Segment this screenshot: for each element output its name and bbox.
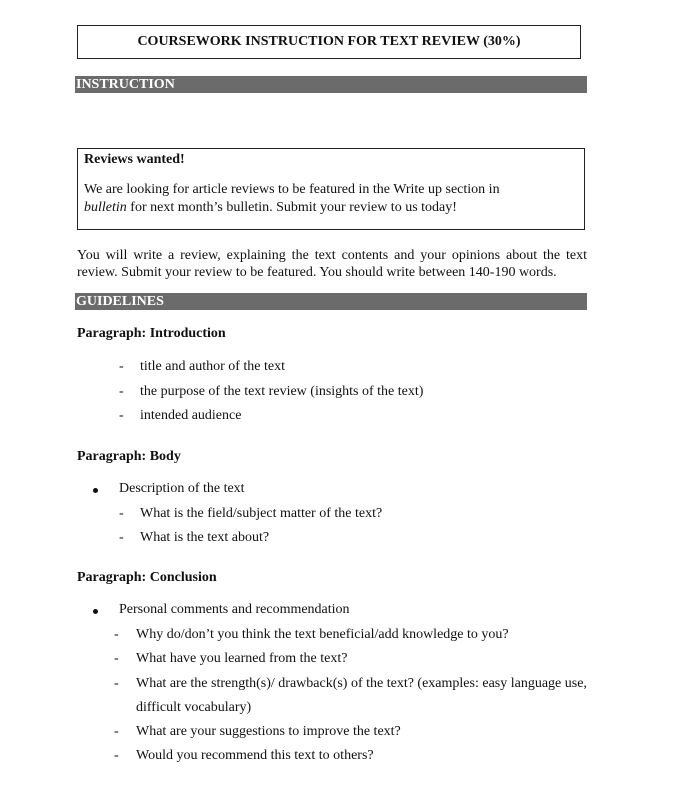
reviews-wanted-text xyxy=(84,181,578,217)
instruction-section-bar: INSTRUCTION xyxy=(75,76,587,93)
conclusion-bullet: Personal comments and recommendation xyxy=(119,602,350,617)
dash-bullet: - xyxy=(119,408,124,423)
conclusion-item: What are your suggestions to improve the text? xyxy=(136,724,401,739)
conclusion-item: What have you learned from the text? xyxy=(136,651,348,666)
dash-bullet: - xyxy=(119,506,124,521)
conclusion-heading: Paragraph: Conclusion xyxy=(77,570,217,585)
dash-bullet: - xyxy=(114,651,119,666)
body-item: What is the field/subject matter of the text? xyxy=(140,506,383,521)
dash-bullet: - xyxy=(114,627,119,642)
reviews-wanted-line2: for next month’s bulletin. Submit your review to us today! xyxy=(126,200,457,215)
body-heading: Paragraph: Body xyxy=(77,449,181,464)
conclusion-item: Why do/don’t you think the text beneficial/add knowledge to you? xyxy=(136,627,509,642)
dash-bullet: - xyxy=(119,359,124,374)
reviews-wanted-box xyxy=(77,148,585,230)
intro-item: intended audience xyxy=(140,408,242,423)
conclusion-item: What are the strength(s)/ drawback(s) of the text? (examples: easy language use, xyxy=(136,676,587,691)
reviews-wanted-line1: We are looking for article reviews to be featured in the Write up section in xyxy=(84,182,500,197)
bullet-dot xyxy=(93,609,98,614)
bullet-dot xyxy=(93,488,98,493)
bulletin-italic: bulletin xyxy=(84,200,127,215)
body-item: What is the text about? xyxy=(140,530,270,545)
dash-bullet: - xyxy=(119,530,124,545)
document-title: COURSEWORK INSTRUCTION FOR TEXT REVIEW (30%) xyxy=(77,25,581,59)
intro-item: the purpose of the text review (insights of the text) xyxy=(140,384,424,399)
introduction-heading: Paragraph: Introduction xyxy=(77,326,226,341)
body-bullet: Description of the text xyxy=(119,481,245,496)
conclusion-item-continued: difficult vocabulary) xyxy=(136,700,252,715)
intro-paragraph: You will write a review, explaining the text contents and your opinions about the text review. Submit your review to be featured. You should write between 140-190 words. xyxy=(77,248,587,280)
dash-bullet: - xyxy=(114,748,119,763)
dash-bullet: - xyxy=(114,676,119,691)
dash-bullet: - xyxy=(119,384,124,399)
dash-bullet: - xyxy=(114,724,119,739)
guidelines-section-bar: GUIDELINES xyxy=(75,293,587,310)
reviews-wanted-heading: Reviews wanted! xyxy=(84,152,185,167)
intro-item: title and author of the text xyxy=(140,359,286,374)
conclusion-item: Would you recommend this text to others? xyxy=(136,748,374,763)
